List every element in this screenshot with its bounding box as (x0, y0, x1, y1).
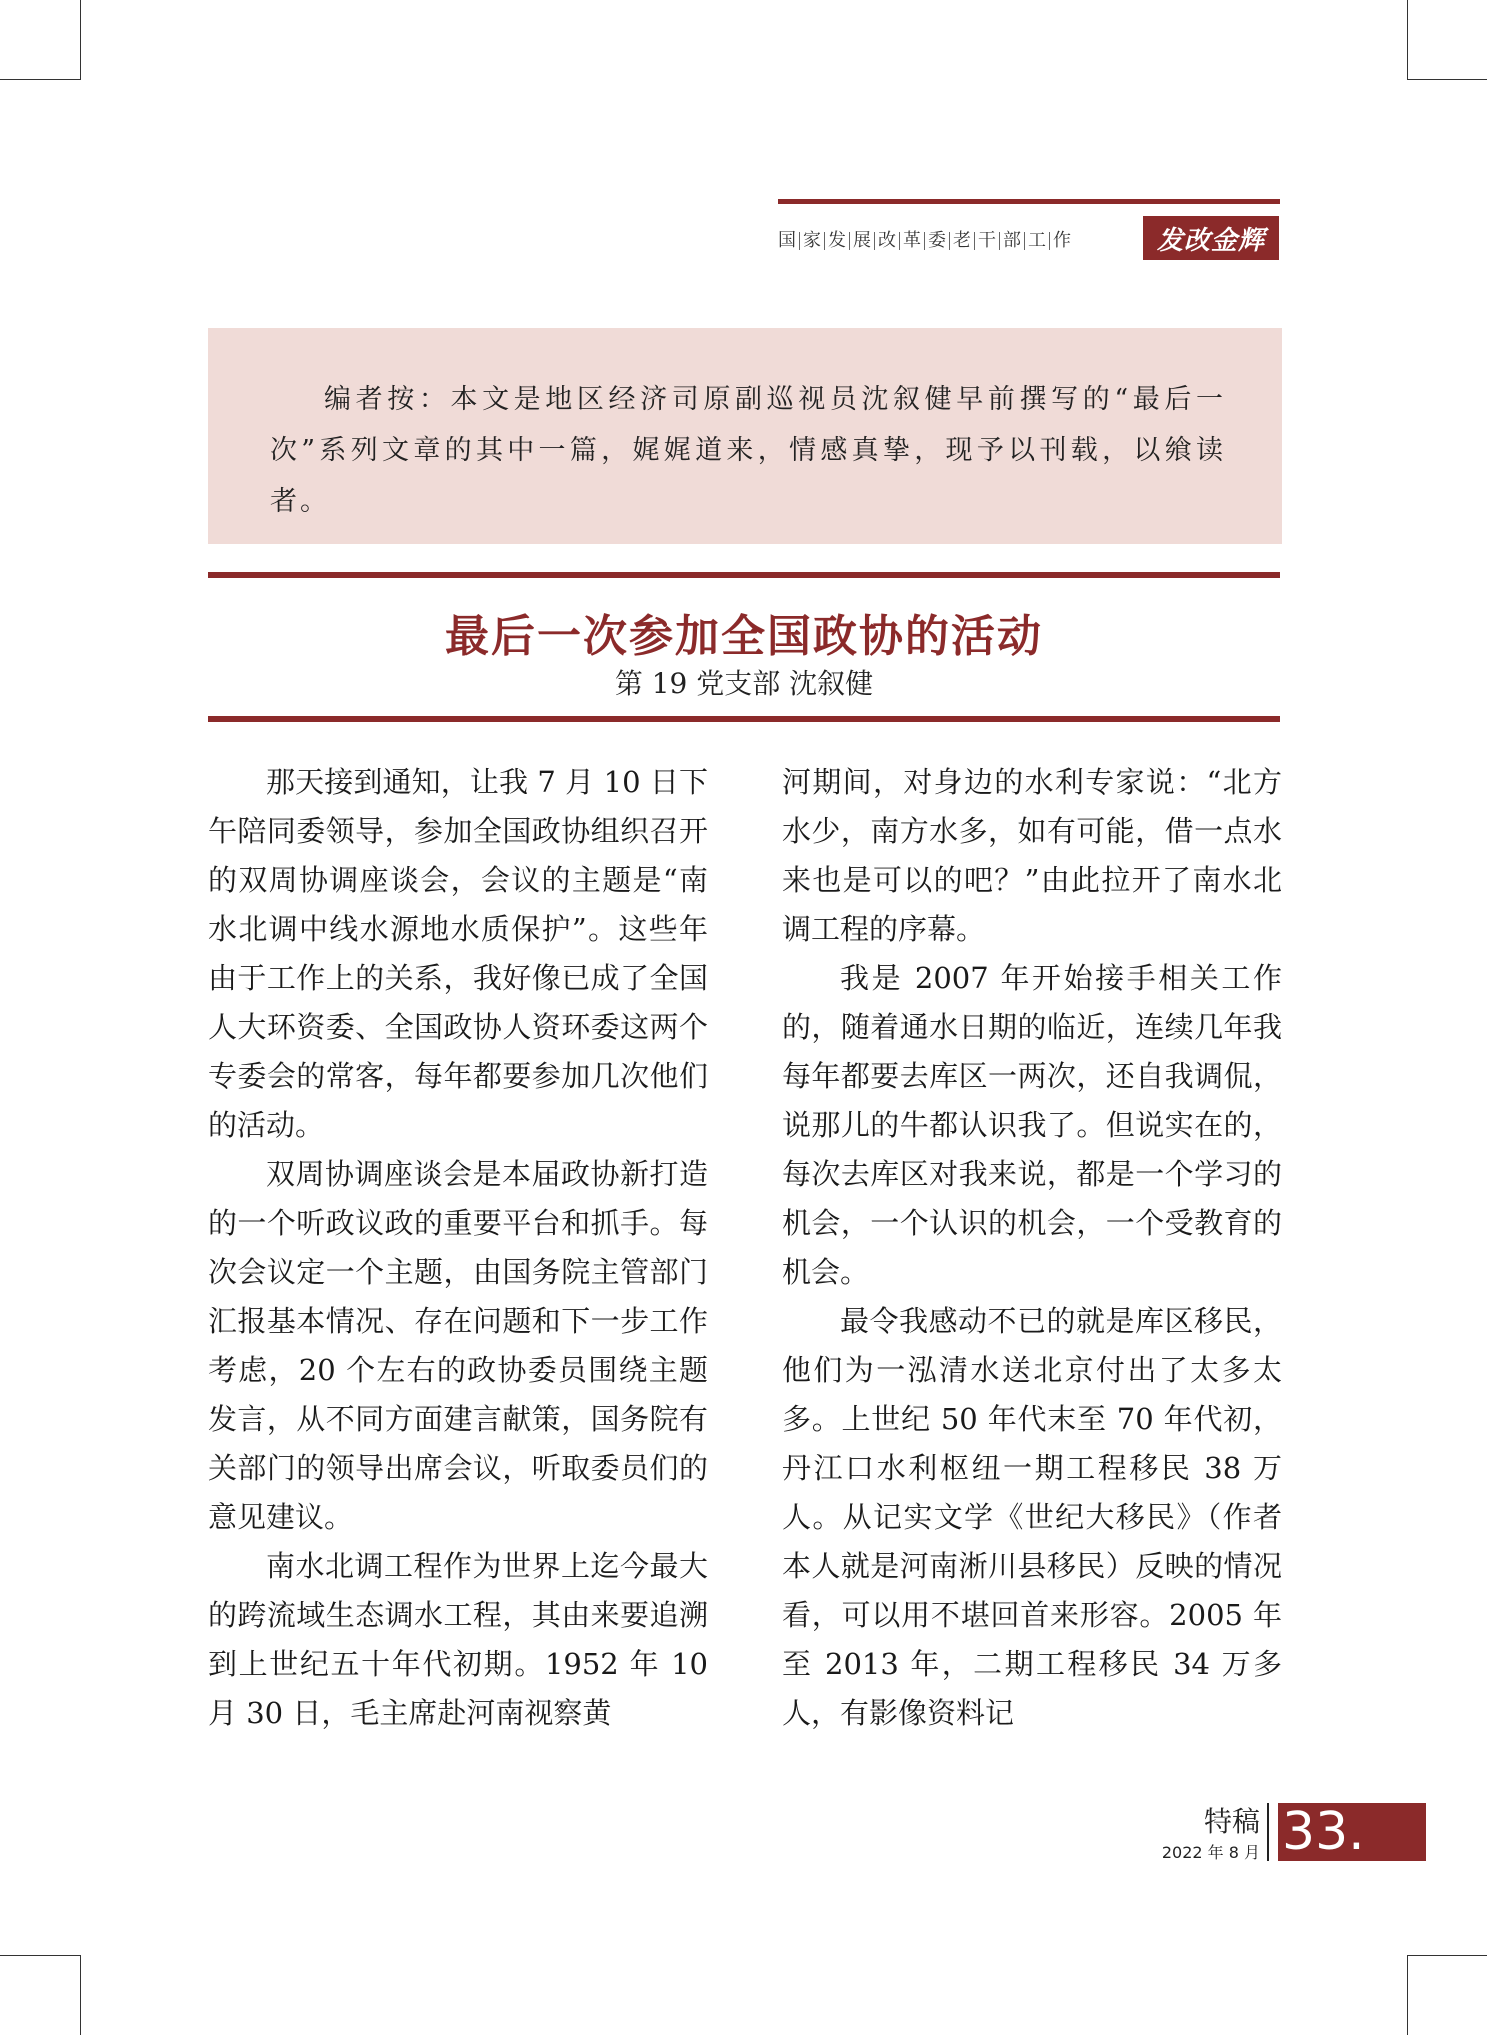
footer-date: 2022 年 8 月 (1161, 1843, 1260, 1862)
article-column-right (782, 758, 1282, 1738)
header-nav-char: 部 (1000, 232, 1025, 250)
header-rule (778, 199, 1280, 204)
page-number: 33. (1278, 1803, 1426, 1861)
article-column-left (208, 758, 708, 1738)
header-nav-char: 国 (775, 232, 800, 250)
article-paragraph: 双周协调座谈会是本届政协新打造的一个听政议政的重要平台和抓手。每次会议定一个主题，由国务院主管部门汇报基本情况、存在问题和下一步工作考虑，20 个左右的政协委员围绕主题发言，从不同方面建言献策，国务院有关部门的领导出席会议，听取委员们的意见建议。 (208, 1157, 708, 1534)
header-nav-char: 家 (800, 232, 825, 250)
article-paragraph: 那天接到通知，让我 7 月 10 日下午陪同委领导，参加全国政协组织召开的双周协调座谈会，会议的主题是“南水北调中线水源地水质保护”。这些年由于工作上的关系，我好像已成了全国人大环资委、全国政协人资环委这两个专委会的常客，每年都要参加几次他们的活动。 (208, 765, 708, 1142)
title-rule-bottom (208, 716, 1280, 722)
crop-mark (80, 0, 81, 80)
footer-divider (1267, 1803, 1269, 1861)
header-nav (775, 226, 1074, 256)
crop-mark (1407, 1955, 1487, 1956)
article-byline: 第 19 党支部 沈叙健 (614, 667, 874, 700)
article-title: 最后一次参加全国政协的活动 (445, 611, 1043, 662)
crop-mark (1407, 0, 1408, 80)
footer-section-label: 特稿 (1203, 1805, 1260, 1838)
header-nav-char: 老 (950, 232, 975, 250)
header-nav-char: 发 (825, 232, 850, 250)
header-nav-char: 改 (875, 232, 900, 250)
crop-mark (0, 79, 80, 80)
crop-mark (1407, 1955, 1408, 2035)
editor-note-text: 编者按：本文是地区经济司原副巡视员沈叙健早前撰写的“最后一次”系列文章的其中一篇，娓娓道来，情感真挚，现予以刊载，以飨读者。 (270, 384, 1226, 517)
article-paragraph: 我是 2007 年开始接手相关工作的，随着通水日期的临近，连续几年我每年都要去库区一两次，还自我调侃，说那儿的牛都认识我了。但说实在的，每次去库区对我来说，都是一个学习的机会，一个认识的机会，一个受教育的机会。 (782, 961, 1282, 1289)
article-paragraph-continuation: 河期间，对身边的水利专家说：“北方水少，南方水多，如有可能，借一点水来也是可以的吧？”由此拉开了南水北调工程的序幕。 (782, 765, 1282, 946)
article-paragraph: 最令我感动不已的就是库区移民，他们为一泓清水送北京付出了太多太多。上世纪 50 年代末至 70 年代初，丹江口水利枢纽一期工程移民 38 万人。从记实文学《世纪大移民》（作者本人就是河南淅川县移民）反映的情况看，可以用不堪回首来形容。2005 年至 2013 年，二期工程移民 34 万多人，有影像资料记 (782, 1304, 1282, 1730)
article-paragraph: 南水北调工程作为世界上迄今最大的跨流域生态调水工程，其由来要追溯到上世纪五十年代初期。1952 年 10 月 30 日，毛主席赴河南视察黄 (208, 1549, 708, 1730)
header-nav-char: 革 (900, 232, 925, 250)
header-nav-char: 展 (850, 232, 875, 250)
brand-logo: 发改金辉 (1143, 216, 1279, 260)
crop-mark (0, 1955, 80, 1956)
header-nav-char: 作 (1053, 230, 1071, 251)
header-nav-char: 工 (1025, 232, 1050, 250)
crop-mark (80, 1955, 81, 2035)
header-nav-char: 委 (925, 232, 950, 250)
header-nav-char: 干 (975, 232, 1000, 250)
crop-mark (1407, 79, 1487, 80)
title-rule-top (208, 572, 1280, 578)
editor-note (208, 328, 1282, 544)
